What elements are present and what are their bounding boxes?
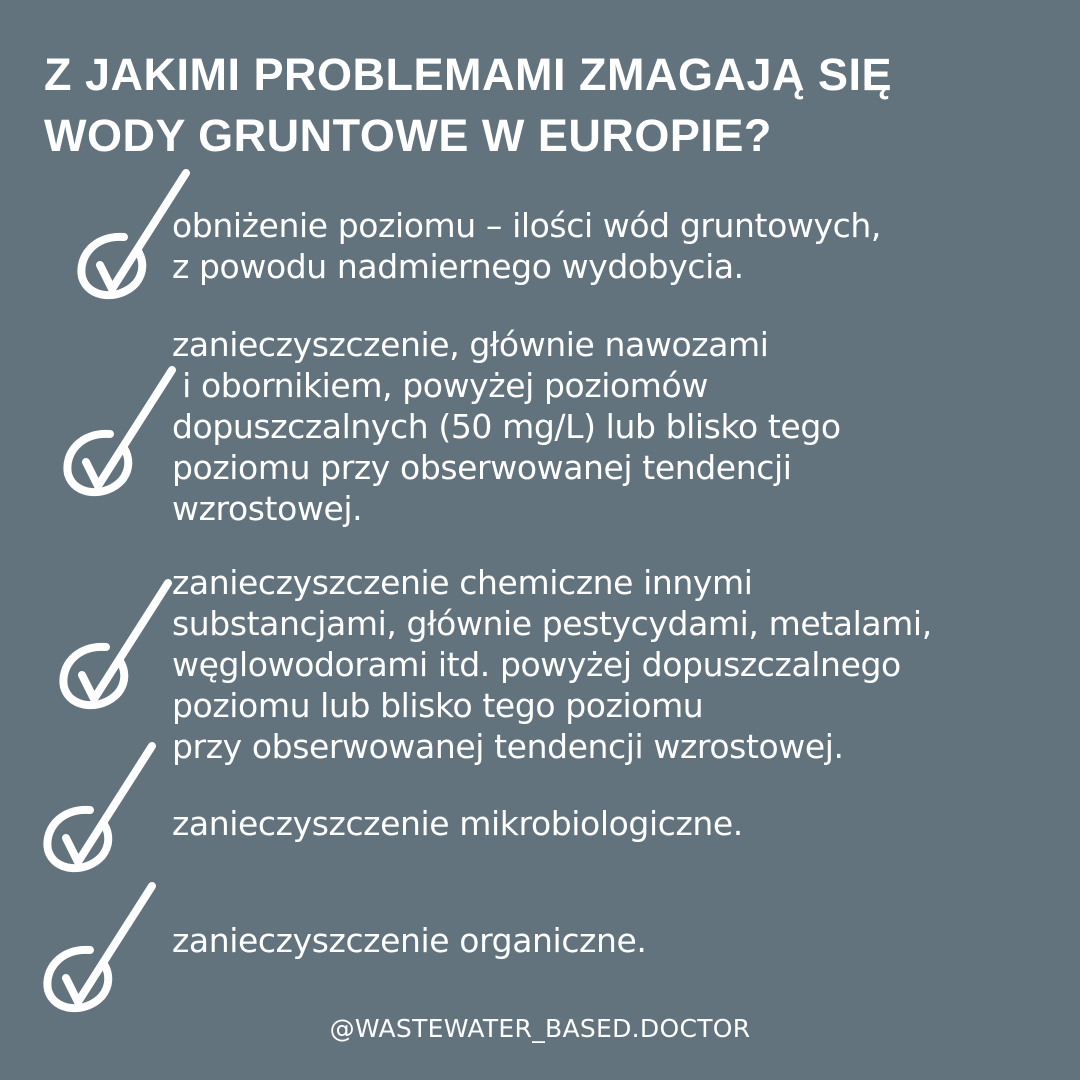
list-item-line: przy obserwowanej tendencji wzrostowej. [172,727,844,766]
list-item-line: i obornikiem, powyżej poziomów [172,366,708,405]
list-item-line: poziomu lub blisko tego poziomu [172,686,704,725]
checkmark-icon [48,575,188,725]
list-item-line: substancjami, głównie pestycydami, metalami, [172,604,932,643]
list-item-line: zanieczyszczenie chemiczne innymi [172,563,753,602]
list-item [172,205,1052,287]
social-handle: @WASTEWATER_BASED.DOCTOR [329,1014,751,1043]
list-item-line: poziomu przy obserwowanej tendencji [172,448,792,487]
checkmark-icon [52,362,192,512]
title-line-2: WODY GRUNTOWE W EUROPIE? [44,110,772,161]
list-item-line: zanieczyszczenie organiczne. [172,921,647,960]
page-title [44,44,1044,166]
list-item-line: wzrostowej. [172,489,363,528]
list-item-line: obniżenie poziomu – ilości wód gruntowych, [172,206,881,245]
list-item [172,803,1052,844]
list-item-line: zanieczyszczenie mikrobiologiczne. [172,804,743,843]
checkmark-icon [32,878,172,1028]
checkmark-icon [32,738,172,888]
list-item-line: dopuszczalnych (50 mg/L) lub blisko tego [172,407,841,446]
list-item [172,324,1052,529]
list-item [172,920,1052,961]
list-item-line: zanieczyszczenie, głównie nawozami [172,325,769,364]
title-line-1: Z JAKIMI PROBLEMAMI ZMAGAJĄ SIĘ [44,49,893,100]
list-item-line: z powodu nadmiernego wydobycia. [172,247,744,286]
list-item [172,562,1052,767]
list-item-line: węglowodorami itd. powyżej dopuszczalnego [172,645,901,684]
